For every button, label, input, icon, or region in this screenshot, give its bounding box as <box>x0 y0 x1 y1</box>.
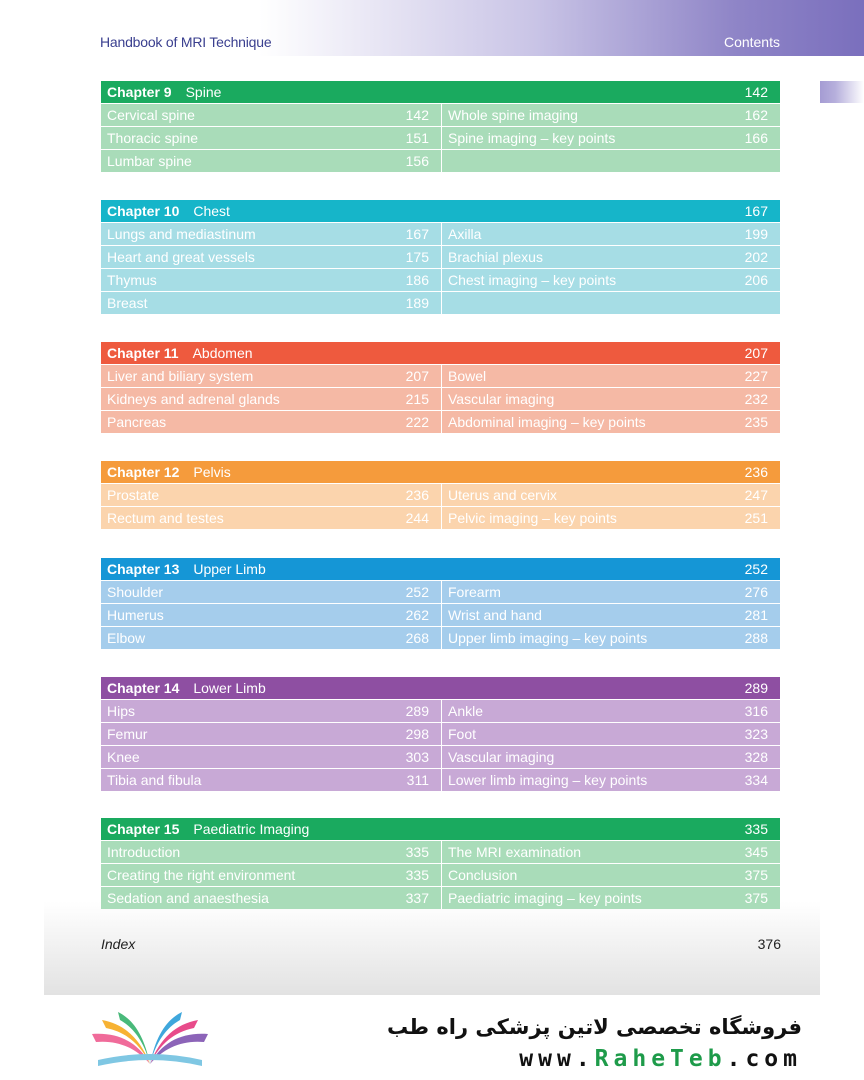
toc-entry[interactable] <box>442 746 780 768</box>
right-column <box>442 365 780 434</box>
index-page: 376 <box>757 936 781 952</box>
chapter-page: 252 <box>744 561 768 577</box>
chapter-entries <box>101 365 780 434</box>
entry-title: The MRI examination <box>448 844 582 860</box>
entry-title: Femur <box>107 726 148 742</box>
right-column <box>442 223 780 315</box>
toc-entry[interactable] <box>442 769 780 791</box>
entry-page: 311 <box>406 772 429 788</box>
toc-entry[interactable] <box>442 365 780 387</box>
entry-page: 268 <box>405 630 429 646</box>
entry-page: 199 <box>744 226 768 242</box>
toc-entry[interactable] <box>442 864 780 886</box>
chapter-name: Upper Limb <box>193 561 266 577</box>
chapter-page: 167 <box>744 203 768 219</box>
chapter-header[interactable] <box>101 200 780 222</box>
shop-name: فروشگاه تخصصی لاتین پزشکی راه طب <box>387 1015 802 1039</box>
entry-page: 156 <box>405 153 429 169</box>
entry-title: Cervical spine <box>107 107 195 123</box>
toc-entry[interactable] <box>101 411 441 433</box>
chapter-header[interactable] <box>101 677 780 699</box>
entry-title: Kidneys and adrenal glands <box>107 391 280 407</box>
chapter-entries <box>101 841 780 910</box>
toc-entry[interactable] <box>101 150 441 172</box>
toc-entry[interactable] <box>101 887 441 909</box>
entry-title: Conclusion <box>448 867 518 883</box>
toc-entry[interactable] <box>442 127 780 149</box>
chapter-name: Abdomen <box>192 345 253 361</box>
entry-title: Sedation and anaesthesia <box>107 890 269 906</box>
entry-page: 298 <box>405 726 429 742</box>
chapter-header[interactable] <box>101 818 780 840</box>
entry-title: Prostate <box>107 487 160 503</box>
chapter-header[interactable] <box>101 461 780 483</box>
chapter-number: Chapter 11 <box>107 345 179 361</box>
entry-page: 244 <box>405 510 429 526</box>
book-title: Handbook of MRI Technique <box>100 34 272 50</box>
chapter-name: Lower Limb <box>193 680 266 696</box>
entry-title: Upper limb imaging – key points <box>448 630 648 646</box>
toc-entry[interactable] <box>442 700 780 722</box>
toc-entry[interactable] <box>442 887 780 909</box>
entry-page: 235 <box>744 414 768 430</box>
toc-entry[interactable] <box>442 723 780 745</box>
entry-title: Knee <box>107 749 140 765</box>
entry-title: Introduction <box>107 844 181 860</box>
toc-entry[interactable] <box>442 246 780 268</box>
right-column <box>442 484 780 530</box>
entry-title: Chest imaging – key points <box>448 272 617 288</box>
chapter-page: 236 <box>744 464 768 480</box>
entry-page: 375 <box>744 867 768 883</box>
entry-page: 215 <box>405 391 429 407</box>
entry-page: 167 <box>405 226 429 242</box>
chapter-number: Chapter 9 <box>107 84 172 100</box>
entry-title: Shoulder <box>107 584 164 600</box>
entry-title: Thymus <box>107 272 157 288</box>
left-column <box>101 700 441 792</box>
entry-title: Pancreas <box>107 414 167 430</box>
entry-page: 227 <box>744 368 768 384</box>
right-column <box>442 700 780 792</box>
right-column <box>442 841 780 910</box>
entry-page: 189 <box>405 295 429 311</box>
chapter-number: Chapter 13 <box>107 561 180 577</box>
chapter-name: Pelvis <box>193 464 231 480</box>
entry-title: Creating the right environment <box>107 867 296 883</box>
toc-entry[interactable] <box>101 627 441 649</box>
empty-cell <box>442 292 780 314</box>
chapter-number: Chapter 10 <box>107 203 180 219</box>
toc-entry[interactable] <box>442 627 780 649</box>
toc-entry[interactable] <box>101 484 441 506</box>
entry-title: Hips <box>107 703 136 719</box>
shop-url[interactable] <box>519 1046 802 1072</box>
entry-title: Bowel <box>448 368 487 384</box>
entry-title: Ankle <box>448 703 484 719</box>
entry-title: Forearm <box>448 584 501 600</box>
entry-title: Brachial plexus <box>448 249 543 265</box>
entry-title: Lumbar spine <box>107 153 192 169</box>
entry-title: Spine imaging – key points <box>448 130 616 146</box>
entry-title: Humerus <box>107 607 164 623</box>
entry-title: Thoracic spine <box>107 130 199 146</box>
entry-title: Liver and biliary system <box>107 368 254 384</box>
url-brand: RaheTeb <box>594 1046 727 1072</box>
chapter-name: Chest <box>193 203 230 219</box>
left-column <box>101 581 441 650</box>
entry-page: 323 <box>744 726 768 742</box>
entry-page: 345 <box>744 844 768 860</box>
chapter-page: 335 <box>744 821 768 837</box>
entry-title: Foot <box>448 726 477 742</box>
entry-page: 206 <box>744 272 768 288</box>
entry-title: Breast <box>107 295 148 311</box>
toc-entry[interactable] <box>442 269 780 291</box>
toc-entry[interactable] <box>101 127 441 149</box>
entry-title: Whole spine imaging <box>448 107 578 123</box>
right-column <box>442 104 780 173</box>
toc-entry[interactable] <box>101 223 441 245</box>
entry-page: 316 <box>744 703 768 719</box>
chapter-header[interactable] <box>101 342 780 364</box>
entry-title: Uterus and cervix <box>448 487 557 503</box>
left-column <box>101 484 441 530</box>
url-prefix: www. <box>519 1046 595 1072</box>
toc-entry[interactable] <box>101 841 441 863</box>
chapter-entries <box>101 104 780 173</box>
toc-entry[interactable] <box>442 581 780 603</box>
entry-title: Pelvic imaging – key points <box>448 510 617 526</box>
entry-title: Paediatric imaging – key points <box>448 890 642 906</box>
toc-entry[interactable] <box>101 746 441 768</box>
entry-page: 252 <box>405 584 429 600</box>
index-entry[interactable] <box>101 936 781 958</box>
chapter-block <box>101 558 780 650</box>
entry-page: 289 <box>405 703 429 719</box>
entry-page: 334 <box>744 772 768 788</box>
chapter-block <box>101 677 780 792</box>
chapter-name: Paediatric Imaging <box>193 821 310 837</box>
entry-page: 303 <box>405 749 429 765</box>
entry-page: 276 <box>744 584 768 600</box>
entry-page: 202 <box>744 249 768 265</box>
chapter-number: Chapter 15 <box>107 821 180 837</box>
right-column <box>442 581 780 650</box>
chapter-block <box>101 818 780 910</box>
entry-page: 166 <box>744 130 768 146</box>
entry-title: Abdominal imaging – key points <box>448 414 646 430</box>
left-column <box>101 365 441 434</box>
left-column <box>101 223 441 315</box>
index-label: Index <box>101 936 136 952</box>
entry-page: 236 <box>405 487 429 503</box>
section-title: Contents <box>723 34 780 50</box>
entry-page: 281 <box>744 607 768 623</box>
entry-page: 247 <box>744 487 768 503</box>
entry-page: 251 <box>744 510 768 526</box>
empty-cell <box>442 150 780 172</box>
toc-entry[interactable] <box>442 507 780 529</box>
entry-title: Lungs and mediastinum <box>107 226 256 242</box>
entry-page: 328 <box>744 749 768 765</box>
toc-entry[interactable] <box>101 246 441 268</box>
entry-title: Elbow <box>107 630 146 646</box>
entry-title: Heart and great vessels <box>107 249 255 265</box>
toc-entry[interactable] <box>101 723 441 745</box>
left-column <box>101 104 441 173</box>
toc-entry[interactable] <box>101 604 441 626</box>
entry-title: Vascular imaging <box>448 749 555 765</box>
toc-entry[interactable] <box>442 484 780 506</box>
entry-page: 142 <box>405 107 429 123</box>
entry-title: Axilla <box>448 226 482 242</box>
entry-page: 232 <box>744 391 768 407</box>
chapter-header[interactable] <box>101 558 780 580</box>
entry-page: 335 <box>405 844 429 860</box>
toc-entry[interactable] <box>442 604 780 626</box>
chapter-number: Chapter 14 <box>107 680 180 696</box>
toc-entry[interactable] <box>101 104 441 126</box>
toc-entry[interactable] <box>442 841 780 863</box>
chapter-name: Spine <box>185 84 222 100</box>
entry-title: Rectum and testes <box>107 510 224 526</box>
chapter-entries <box>101 700 780 792</box>
toc-entry[interactable] <box>101 292 441 314</box>
entry-page: 207 <box>405 368 429 384</box>
chapter-block <box>101 81 780 173</box>
toc-entry[interactable] <box>101 388 441 410</box>
open-book-logo-icon <box>88 1012 212 1072</box>
entry-page: 222 <box>405 414 429 430</box>
entry-page: 175 <box>405 249 429 265</box>
chapter-page: 289 <box>744 680 768 696</box>
entry-page: 186 <box>405 272 429 288</box>
toc-entry[interactable] <box>101 365 441 387</box>
entry-page: 151 <box>405 130 429 146</box>
entry-title: Vascular imaging <box>448 391 555 407</box>
entry-page: 375 <box>744 890 768 906</box>
toc-entry[interactable] <box>101 581 441 603</box>
entry-title: Lower limb imaging – key points <box>448 772 648 788</box>
url-suffix: .com <box>726 1046 802 1072</box>
chapter-entries <box>101 581 780 650</box>
chapter-block <box>101 200 780 315</box>
chapter-entries <box>101 484 780 530</box>
chapter-entries <box>101 223 780 315</box>
toc-entry[interactable] <box>101 507 441 529</box>
chapter-page: 142 <box>744 84 768 100</box>
toc-entry[interactable] <box>442 104 780 126</box>
entry-page: 337 <box>405 890 429 906</box>
entry-title: Wrist and hand <box>448 607 542 623</box>
chapter-header[interactable] <box>101 81 780 103</box>
toc-entry[interactable] <box>442 223 780 245</box>
toc-entry[interactable] <box>101 700 441 722</box>
entry-page: 288 <box>744 630 768 646</box>
entry-page: 262 <box>405 607 429 623</box>
toc-entry[interactable] <box>101 269 441 291</box>
chapter-block <box>101 461 780 530</box>
toc-entry[interactable] <box>442 388 780 410</box>
toc-entry[interactable] <box>101 769 441 791</box>
chapter-number: Chapter 12 <box>107 464 180 480</box>
left-column <box>101 841 441 910</box>
entry-title: Tibia and fibula <box>107 772 202 788</box>
chapter-page: 207 <box>744 345 768 361</box>
chapter-block <box>101 342 780 434</box>
toc-entry[interactable] <box>442 411 780 433</box>
entry-page: 162 <box>744 107 768 123</box>
toc-entry[interactable] <box>101 864 441 886</box>
entry-page: 335 <box>405 867 429 883</box>
